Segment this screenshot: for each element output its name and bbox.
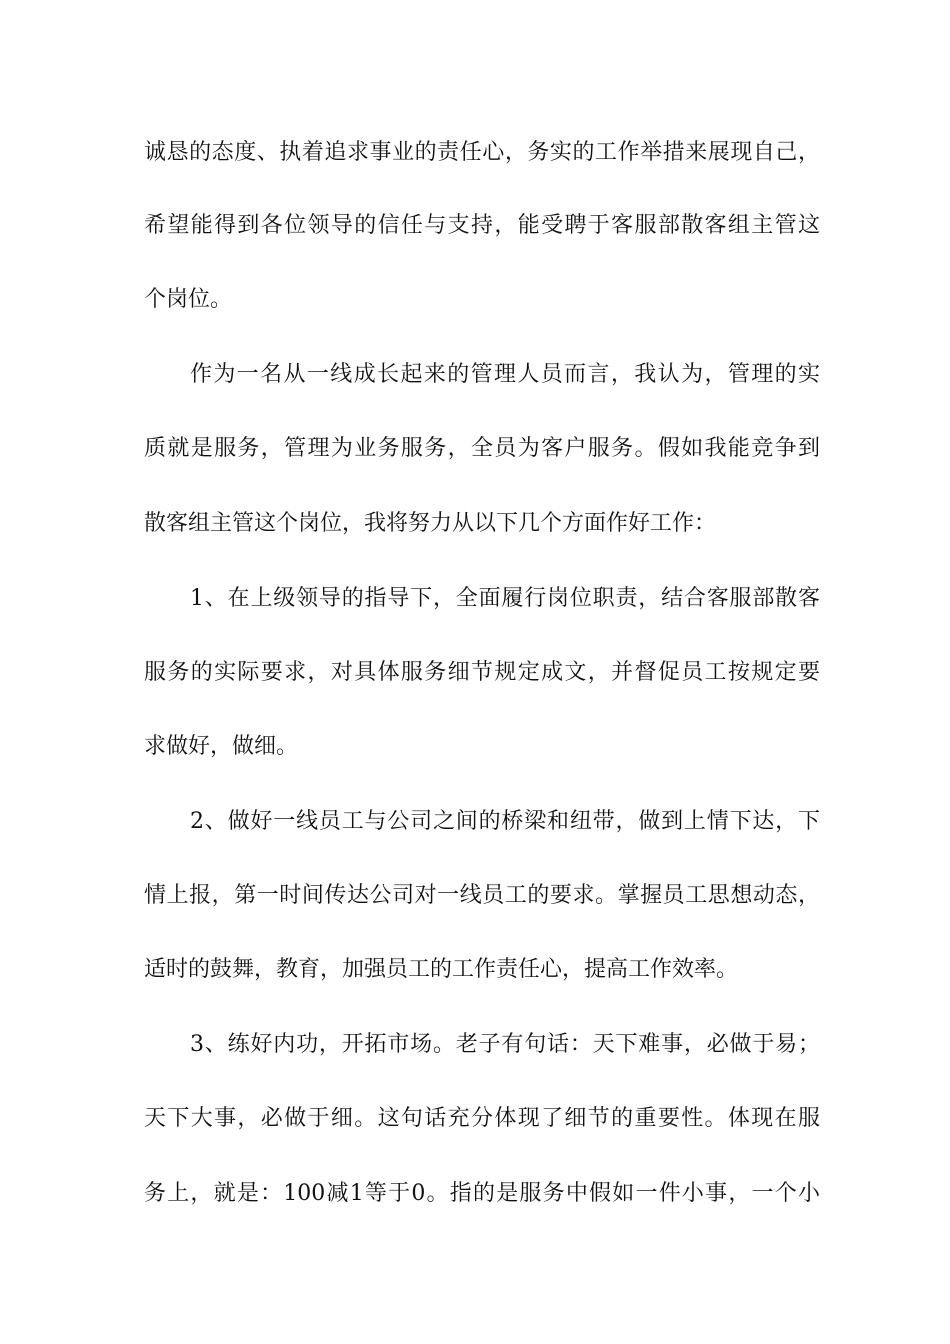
paragraph-line: 情上报，第一时间传达公司对一线员工的要求。掌握员工思想动态，: [144, 883, 820, 908]
paragraph-line: 个岗位。: [144, 287, 233, 312]
paragraph-line: 2、做好一线员工与公司之间的桥梁和纽带，做到上情下达，下: [190, 809, 820, 834]
paragraph-line: 希望能得到各位领导的信任与支持，能受聘于客服部散客组主管这: [144, 213, 820, 238]
paragraph-line: 1、在上级领导的指导下，全面履行岗位职责，结合客服部散客: [190, 586, 820, 611]
paragraph-line: 适时的鼓舞，教育，加强员工的工作责任心，提高工作效率。: [144, 957, 739, 982]
paragraph-line: 务上，就是：100减1等于0。指的是服务中假如一件小事，一个小: [144, 1181, 820, 1206]
paragraph-line: 服务的实际要求，对具体服务细节规定成文，并督促员工按规定要: [144, 660, 820, 685]
paragraph-line: 作为一名从一线成长起来的管理人员而言，我认为，管理的实: [190, 362, 820, 387]
paragraph-line: 求做好，做细。: [144, 734, 299, 759]
paragraph-line: 3、练好内功，开拓市场。老子有句话：天下难事，必做于易；: [190, 1032, 820, 1057]
paragraph-line: 散客组主管这个岗位，我将努力从以下几个方面作好工作：: [144, 511, 717, 536]
paragraph-line: 诚恳的态度、执着追求事业的责任心，务实的工作举措来展现自己，: [144, 140, 820, 165]
paragraph-line: 质就是服务，管理为业务服务，全员为客户服务。假如我能竞争到: [144, 436, 820, 461]
paragraph-line: 天下大事，必做于细。这句话充分体现了细节的重要性。体现在服: [144, 1106, 820, 1131]
